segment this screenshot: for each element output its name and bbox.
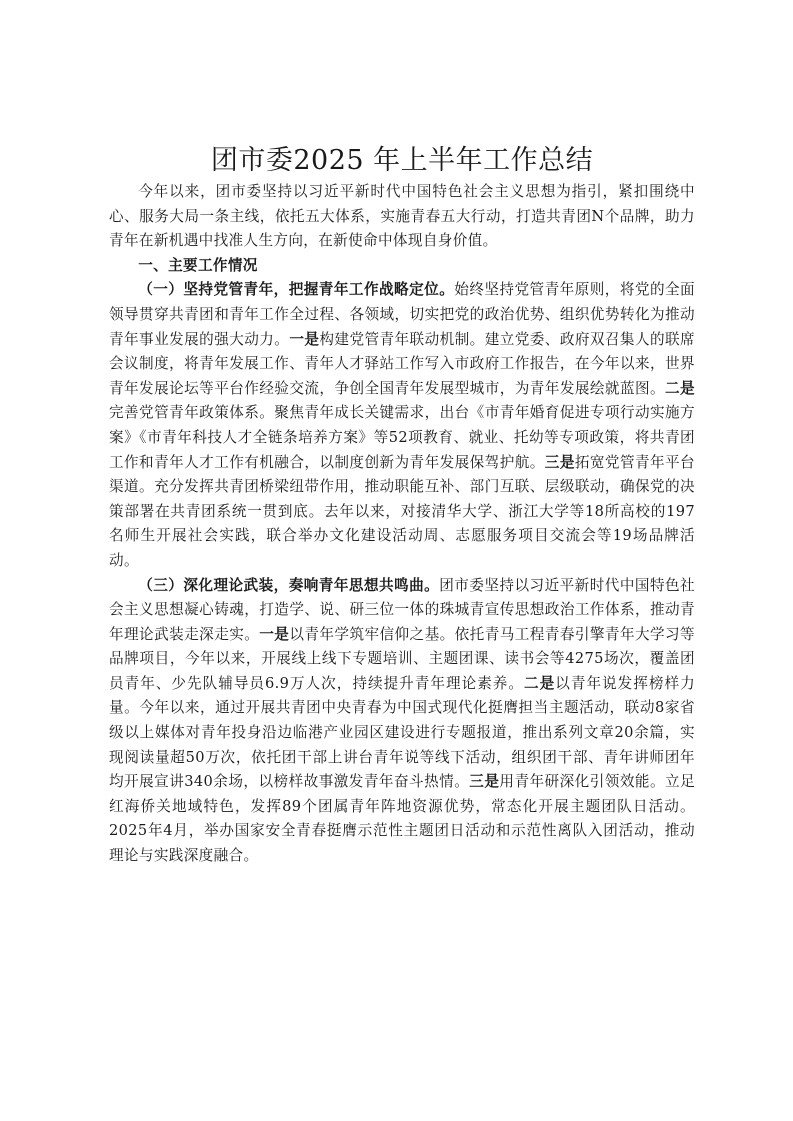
part1-lead: 始终坚持党管青年原则，将党的全面领导贯穿共青团和青年工作全过程、各领域，切实把党的政治优势、组织优势转化为推动青年事业发展的强大动力。 [109,281,695,348]
part3-item3-text: 用青年研深化引领效能。立足红海侨关地域特色，发挥89个团属青年阵地资源优势，常态化开展主题团队日活动。2025年4月，举办国家安全青春挺膺示范性主题团日活动和示范性离队入团活动，推动理论与实践深度融合。 [109,773,696,865]
part1-item3-text: 拓宽党管青年平台渠道。充分发挥共青团桥梁纽带作用，推动职能互补、部门互联、层级联动，确保党的决策部署在共青团系统一贯到底。去年以来，对接清华大学、浙江大学等18所高校的197名师生开展社会实践，联合举办文化建设活动周、志愿服务项目交流会等19场品牌活动。 [109,453,695,569]
part1-item2-text: 完善党管青年政策体系。聚焦青年成长关键需求，出台《市青年婚育促进专项行动实施方案》《市青年科技人才全链条培养方案》等52项教育、就业、托幼等专项政策，将共青团工作和青年人才工作有机融合，以制度创新为青年发展保驾护航。 [109,404,695,471]
part1-heading: （一）坚持党管青年，把握青年工作战略定位。 [138,281,455,299]
part3-item1-text: 以青年学筑牢信仰之基。依托青马工程青春引擎青年大学习等品牌项目，今年以来，开展线上线下专题培训、主题团课、读书会等4275场次，覆盖团员青年、少先队辅导员6.9万人次，持续提升青年理论素养。 [109,625,695,692]
intro-paragraph: 今年以来，团市委坚持以习近平新时代中国特色社会主义思想为指引，紧扣围绕中心、服务大局一条主线，依托五大体系，实施青春五大行动，打造共青团N个品牌，助力青年在新机遇中找准人生方向，在新使命中体现自身价值。 [109,183,695,250]
part1-item1-label: 一是 [289,330,320,348]
part3-lead: 团市委坚持以习近平新时代中国特色社会主义思想凝心铸魂，打造学、说、研三位一体的珠城青宣传思想政治工作体系，推动青年理论武装走深走实。 [109,576,695,643]
part3-paragraph [109,574,695,869]
section-heading-main-work: 一、主要工作情况 [138,256,258,274]
part3-item3-label: 三是 [469,773,500,791]
document-body [109,180,695,869]
part3-heading: （三）深化理论武装，奏响青年思想共鸣曲。 [138,576,440,594]
part1-paragraph [109,278,695,573]
part1-item3-label: 三是 [544,453,575,471]
part1-item1-text: 构建党管青年联动机制。建立党委、政府双召集人的联席会议制度，将青年发展工作、青年人才驿站工作写入市政府工作报告，在今年以来，世界青年发展论坛等平台作经验交流，争创全国青年发展型城市，为青年发展绘就蓝图。 [109,330,695,397]
part3-item1-label: 一是 [259,625,290,643]
part3-item2-label: 二是 [524,674,556,692]
part1-item2-label: 二是 [665,379,696,397]
document-page [109,0,695,1121]
part3-item2-text: 以青年说发挥榜样力量。今年以来，通过开展共青团中央青春为中国式现代化挺膺担当主题活动，联动8家省级以上媒体对青年投身沿边临港产业园区建设进行专题报道，推出系列文章20余篇，实现阅读量超50万次，依托团干部上讲台青年说等线下活动，组织团干部、青年讲师团年均开展宣讲340余场，以榜样故事激发青年奋斗热情。 [109,674,696,791]
document-title: 团市委2025 年上半年工作总结 [210,145,594,176]
